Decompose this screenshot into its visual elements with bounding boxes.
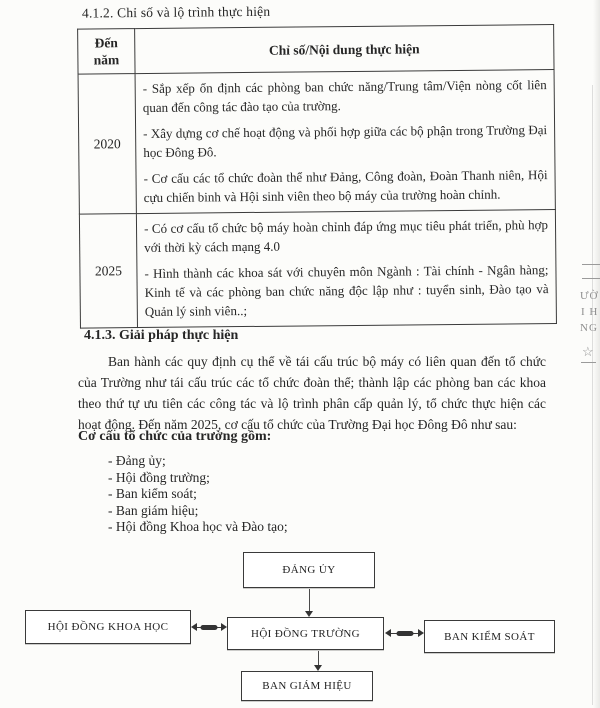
scan-artifact-text: NG — [580, 322, 598, 334]
org-node-hoi-dong-truong: HỘI ĐỒNG TRƯỜNG — [227, 617, 384, 650]
scan-artifact — [582, 278, 600, 279]
table-bullet: - Có cơ cấu tổ chức bộ máy hoàn chỉnh đáp ứng mục tiêu phát triển, phù hợp với thời kỳ cách mạng 4.0 — [143, 217, 549, 255]
scan-artifact — [581, 362, 596, 363]
org-node-ban-giam-hieu: BAN GIÁM HIỆU — [241, 671, 373, 701]
table-bullet: - Sắp xếp ổn định các phòng ban chức năng/Trung tâm/Viện nòng cốt liên quan đến công tác đào tạo của trường. — [142, 77, 547, 116]
list-item: - Hội đồng Khoa học và Đào tạo; — [108, 519, 288, 534]
org-node-ban-kiem-soat: BAN KIỂM SOÁT — [424, 620, 555, 653]
section-413-heading: 4.1.3. Giải pháp thực hiện — [84, 328, 239, 343]
list-item: - Đảng ủy; — [108, 453, 166, 468]
scan-artifact-text: ƯỜ — [580, 290, 599, 302]
page-edge-shading — [593, 0, 600, 708]
table-bullet: - Xây dựng cơ chế hoạt động và phối hợp giữa các bộ phận trong Trường Đại học Đông Đô. — [143, 122, 548, 160]
roadmap-table — [77, 24, 557, 329]
table-header-year: Đến năm — [78, 29, 135, 75]
list-item: - Hội đồng trường; — [108, 469, 210, 485]
org-structure-list — [108, 453, 288, 536]
content-cell-2020 — [135, 70, 555, 214]
table-row — [78, 70, 555, 215]
table-row — [79, 210, 556, 329]
down-arrow-icon — [314, 651, 323, 671]
list-item: - Ban kiểm soát; — [108, 486, 197, 501]
scan-artifact-text: I H — [581, 306, 599, 318]
scan-artifact-star: ☆ — [582, 344, 594, 359]
section-413-paragraph: Ban hành các quy định cụ thể về tái cấu trúc bộ máy có liên quan đến tổ chức của Trường như tái cấu trúc các tổ chức đoàn thể; thành lập các phòng ban các khoa theo thứ tự ưu tiên các công tác và lộ trình phân cấp quản lý, tổ chức thực hiện các hoạt động. Đến năm 2025, cơ cấu tổ chức của Trường Đại học Đông Đô như sau: — [78, 354, 546, 432]
table-header-content: Chỉ số/Nội dung thực hiện — [135, 25, 554, 74]
double-arrow-icon — [191, 623, 227, 632]
org-node-hoi-dong-khoa-hoc: HỘI ĐỒNG KHOA HỌC — [25, 610, 191, 644]
year-cell-2020: 2020 — [78, 74, 136, 215]
list-item: - Ban giám hiệu; — [108, 502, 199, 518]
double-arrow-icon — [385, 629, 424, 638]
table-bullet: - Hình thành các khoa sát với chuyên môn Ngành : Tài chính - Ngân hàng; Kinh tế và các phòng ban chức năng độc lập như : tuyển sinh, Đào tạo và Quản lý sinh viên..; — [144, 262, 549, 319]
org-node-dang-uy: ĐẢNG ỦY — [243, 552, 375, 588]
table-bullet: - Cơ cấu các tổ chức đoàn thể như Đảng, Công đoàn, Đoàn Thanh niên, Hội cựu chiến binh và Hội sinh viên theo bộ máy của trường hoàn chỉnh. — [143, 167, 548, 205]
scan-artifact — [582, 264, 600, 265]
content-cell-2025 — [136, 210, 556, 328]
scanned-top-region — [0, 0, 600, 340]
org-structure-subheading: Cơ cấu tổ chức của trường gồm: — [78, 429, 272, 444]
table-header-row — [78, 25, 554, 75]
section-412-heading: 4.1.2. Chỉ số và lộ trình thực hiện — [81, 3, 271, 21]
down-arrow-icon — [305, 589, 314, 617]
year-cell-2025: 2025 — [79, 214, 137, 329]
